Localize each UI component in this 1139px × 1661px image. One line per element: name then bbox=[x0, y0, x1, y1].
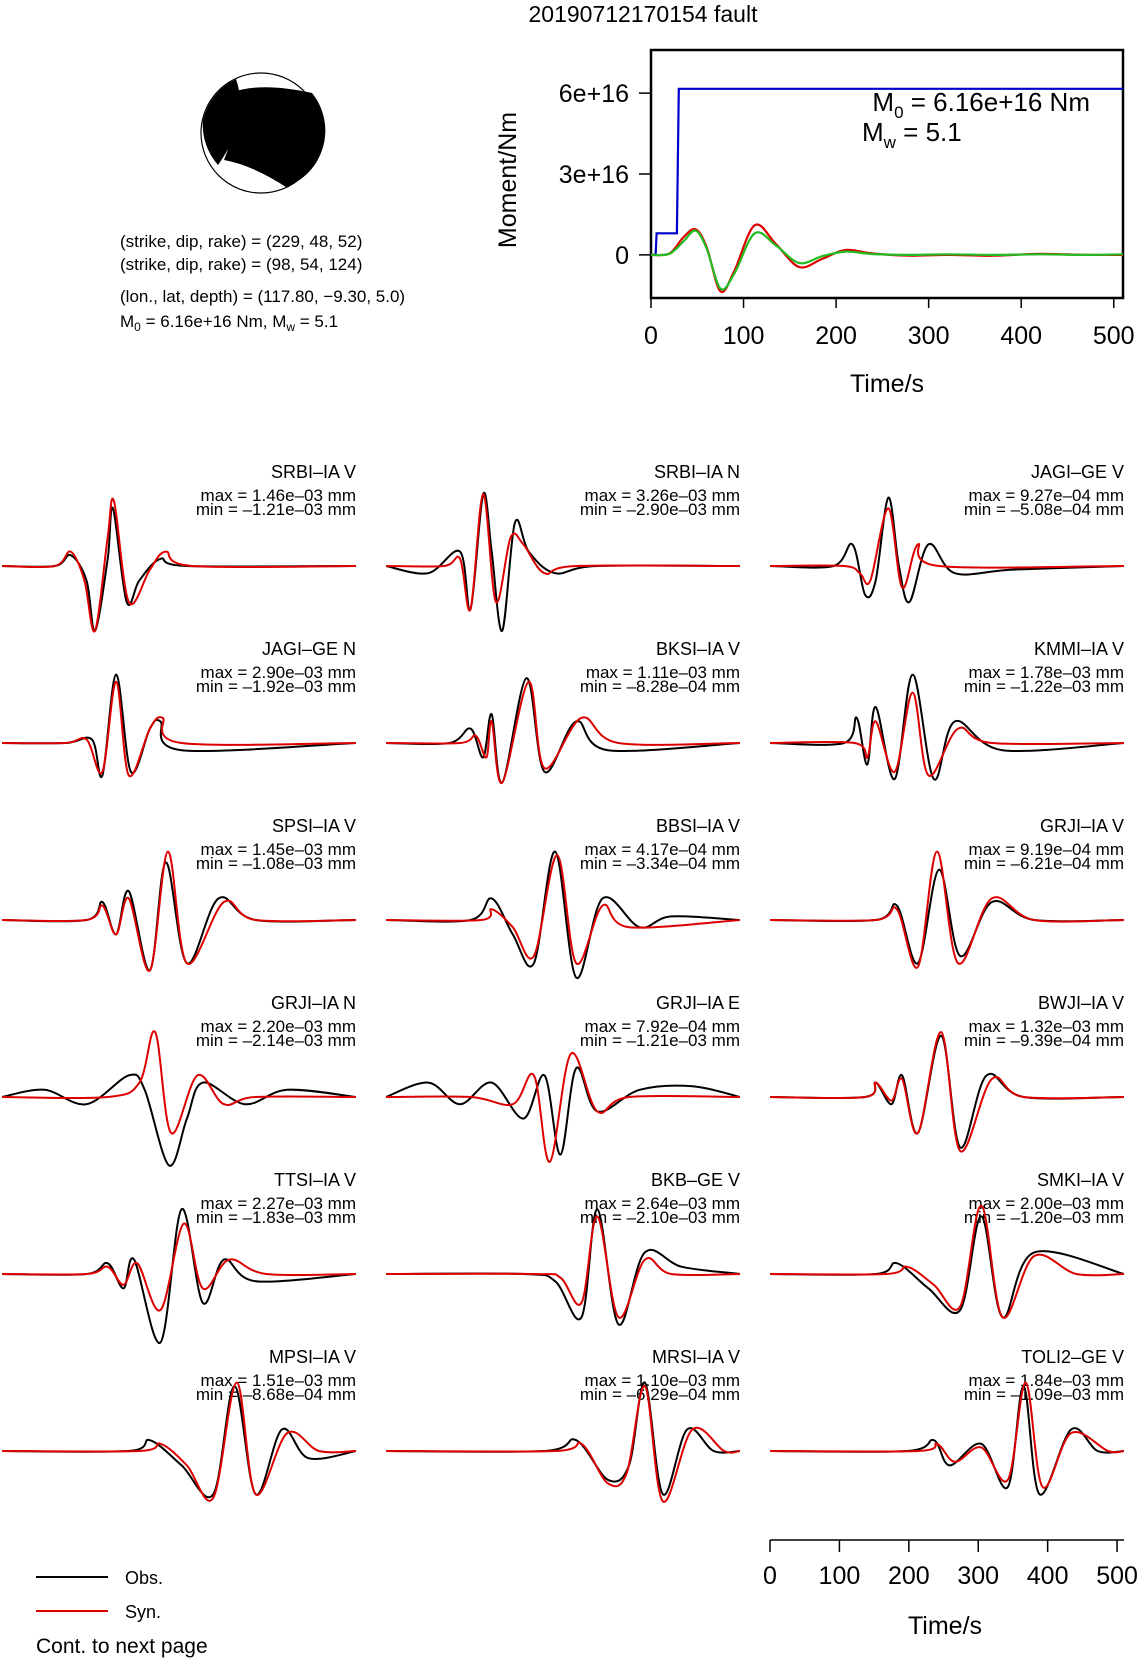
moment-text: $M_0 = 6.16e+16$ Nm, $M_w = 5.1$ bbox=[120, 312, 339, 334]
station-label: SRBI–IA N bbox=[653, 462, 740, 482]
station-label: BWJI–IA V bbox=[1037, 993, 1124, 1013]
waveform-panel bbox=[770, 1170, 1124, 1318]
max-amplitude-label: max = 1.45e–03 mm bbox=[200, 840, 356, 859]
min-amplitude-label: min = –1.83e–03 mm bbox=[195, 1208, 356, 1227]
synthetic-waveform bbox=[770, 508, 1124, 588]
stf-series-group bbox=[651, 89, 1123, 292]
location-text: (lon., lat, depth) = (117.80, −9.30, 5.0) bbox=[120, 287, 406, 306]
station-label: MPSI–IA V bbox=[268, 1347, 356, 1367]
waveform-panel bbox=[2, 1347, 356, 1501]
synthetic-waveform bbox=[2, 1223, 356, 1310]
observed-waveform bbox=[2, 862, 356, 970]
max-amplitude-label: max = 9.27e–04 mm bbox=[968, 486, 1124, 505]
max-amplitude-label: max = 1.78e–03 mm bbox=[968, 663, 1124, 682]
min-amplitude-label: min = –8.28e–04 mm bbox=[579, 677, 740, 696]
continued-footer: Cont. to next page bbox=[36, 1635, 208, 1658]
stf-x-axis bbox=[644, 298, 1135, 350]
synthetic-waveform bbox=[386, 682, 740, 783]
min-amplitude-label: min = –2.14e–03 mm bbox=[195, 1031, 356, 1050]
stf-moment-rate-red-line bbox=[651, 224, 1123, 292]
stf-y-axis bbox=[559, 80, 651, 270]
waveform-panel bbox=[386, 639, 740, 783]
min-amplitude-label: min = –9.39e–04 mm bbox=[963, 1031, 1124, 1050]
waveform-panel bbox=[2, 462, 356, 632]
station-label: MRSI–IA V bbox=[651, 1347, 740, 1367]
waveform-panel bbox=[386, 993, 740, 1162]
legend-obs-label: Obs. bbox=[125, 1568, 164, 1588]
waveform-x-tick-label: 100 bbox=[818, 1562, 861, 1590]
waveform-x-tick-label: 400 bbox=[1026, 1562, 1069, 1590]
waveform-time-axis bbox=[763, 1540, 1138, 1590]
plane2-text: (strike, dip, rake) = (98, 54, 124) bbox=[120, 255, 363, 274]
max-amplitude-label: max = 1.84e–03 mm bbox=[968, 1371, 1124, 1390]
station-label: GRJI–IA V bbox=[1039, 816, 1124, 836]
waveform-panel bbox=[2, 1170, 356, 1343]
station-label: BBSI–IA V bbox=[655, 816, 740, 836]
max-amplitude-label: max = 2.90e–03 mm bbox=[200, 663, 356, 682]
moment-rate-chart bbox=[494, 50, 1135, 398]
min-amplitude-label: min = –1.09e–03 mm bbox=[963, 1385, 1124, 1404]
station-label: TOLI2–GE V bbox=[1021, 1347, 1124, 1367]
station-label: TTSI–IA V bbox=[273, 1170, 356, 1190]
observed-waveform bbox=[2, 507, 356, 631]
waveform-x-tick-label: 200 bbox=[887, 1562, 930, 1590]
waveform-x-axis-label: Time/s bbox=[907, 1612, 983, 1640]
min-amplitude-label: min = –1.08e–03 mm bbox=[195, 854, 356, 873]
station-label: KMMI–IA V bbox=[1033, 639, 1124, 659]
max-amplitude-label: max = 9.19e–04 mm bbox=[968, 840, 1124, 859]
beachball-icon bbox=[201, 73, 325, 193]
stf-x-axis-label: Time/s bbox=[849, 370, 925, 398]
station-label: GRJI–IA E bbox=[655, 993, 740, 1013]
waveform-x-tick-label: 300 bbox=[957, 1562, 1000, 1590]
legend-syn-label: Syn. bbox=[125, 1602, 162, 1622]
station-label: BKB–GE V bbox=[650, 1170, 740, 1190]
stf-x-tick-label: 100 bbox=[722, 322, 765, 350]
max-amplitude-label: max = 1.11e–03 mm bbox=[585, 663, 740, 682]
stf-moment-rate-green-line bbox=[651, 230, 1123, 289]
stf-x-tick-label: 500 bbox=[1092, 322, 1135, 350]
waveform-panel bbox=[770, 993, 1124, 1152]
legend bbox=[36, 1568, 163, 1622]
min-amplitude-label: min = –5.08e–04 mm bbox=[963, 500, 1124, 519]
min-amplitude-label: min = –3.34e–04 mm bbox=[579, 854, 740, 873]
waveform-panel bbox=[770, 639, 1124, 780]
min-amplitude-label: min = –1.92e–03 mm bbox=[195, 677, 356, 696]
max-amplitude-label: max = 1.46e–03 mm bbox=[200, 486, 356, 505]
waveform-panel bbox=[770, 1347, 1124, 1495]
station-label: JAGI–GE V bbox=[1030, 462, 1124, 482]
waveform-panel bbox=[770, 816, 1124, 968]
waveform-panel bbox=[386, 816, 740, 978]
station-label: BKSI–IA V bbox=[655, 639, 740, 659]
waveform-panel bbox=[770, 462, 1124, 602]
min-amplitude-label: min = –2.90e–03 mm bbox=[579, 500, 740, 519]
stf-x-tick-label: 0 bbox=[644, 322, 658, 350]
max-amplitude-label: max = 2.64e–03 mm bbox=[584, 1194, 740, 1213]
min-amplitude-label: min = –6.21e–04 mm bbox=[963, 854, 1124, 873]
waveform-panel bbox=[2, 639, 356, 777]
waveform-panel bbox=[386, 462, 740, 631]
max-amplitude-label: max = 2.27e–03 mm bbox=[200, 1194, 356, 1213]
waveform-panel bbox=[386, 1170, 740, 1325]
stf-x-tick-label: 200 bbox=[815, 322, 857, 350]
waveform-panels bbox=[2, 462, 1124, 1502]
max-amplitude-label: max = 4.17e–04 mm bbox=[584, 840, 740, 859]
station-label: SRBI–IA V bbox=[270, 462, 356, 482]
waveform-x-tick-label: 500 bbox=[1096, 1562, 1138, 1590]
max-amplitude-label: max = 3.26e–03 mm bbox=[584, 486, 740, 505]
station-label: SMKI–IA V bbox=[1036, 1170, 1124, 1190]
max-amplitude-label: max = 2.20e–03 mm bbox=[200, 1017, 356, 1036]
stf-y-tick-label: 3e+16 bbox=[558, 161, 629, 189]
stf-mw-annotation: $M_w = 5.1$ bbox=[862, 117, 962, 152]
stf-y-axis-label: Moment/Nm bbox=[494, 111, 522, 249]
station-label: JAGI–GE N bbox=[261, 639, 356, 659]
max-amplitude-label: max = 1.51e–03 mm bbox=[200, 1371, 356, 1390]
stf-x-tick-label: 300 bbox=[907, 322, 950, 350]
waveform-panel bbox=[2, 993, 356, 1166]
synthetic-waveform bbox=[770, 1032, 1124, 1151]
max-amplitude-label: max = 1.32e–03 mm bbox=[968, 1017, 1124, 1036]
min-amplitude-label: min = –1.22e–03 mm bbox=[963, 677, 1124, 696]
page-title: 20190712170154 fault bbox=[528, 1, 758, 27]
stf-y-tick-label: 6e+16 bbox=[558, 80, 629, 109]
plane1-text: (strike, dip, rake) = (229, 48, 52) bbox=[120, 232, 363, 251]
stf-x-tick-label: 400 bbox=[1000, 322, 1043, 350]
waveform-panel bbox=[386, 1347, 740, 1502]
max-amplitude-label: max = 1.10e–03 mm bbox=[584, 1371, 740, 1390]
station-label: SPSI–IA V bbox=[271, 816, 356, 836]
max-amplitude-label: max = 2.00e–03 mm bbox=[968, 1194, 1124, 1213]
min-amplitude-label: min = –2.10e–03 mm bbox=[579, 1208, 740, 1227]
station-label: GRJI–IA N bbox=[270, 993, 356, 1013]
waveform-x-tick-label: 0 bbox=[763, 1562, 777, 1590]
min-amplitude-label: min = –1.21e–03 mm bbox=[579, 1031, 740, 1050]
min-amplitude-label: min = –1.20e–03 mm bbox=[963, 1208, 1124, 1227]
stf-m0-annotation: $M_0 = 6.16e+16$ Nm bbox=[872, 87, 1090, 122]
stf-y-tick-label: 0 bbox=[615, 241, 629, 270]
waveform-panel bbox=[2, 816, 356, 971]
min-amplitude-label: min = –6.29e–04 mm bbox=[579, 1385, 740, 1404]
max-amplitude-label: max = 7.92e–04 mm bbox=[584, 1017, 740, 1036]
observed-waveform bbox=[770, 870, 1124, 964]
min-amplitude-label: min = –1.21e–03 mm bbox=[195, 500, 356, 519]
min-amplitude-label: min = –8.68e–04 mm bbox=[195, 1385, 356, 1404]
